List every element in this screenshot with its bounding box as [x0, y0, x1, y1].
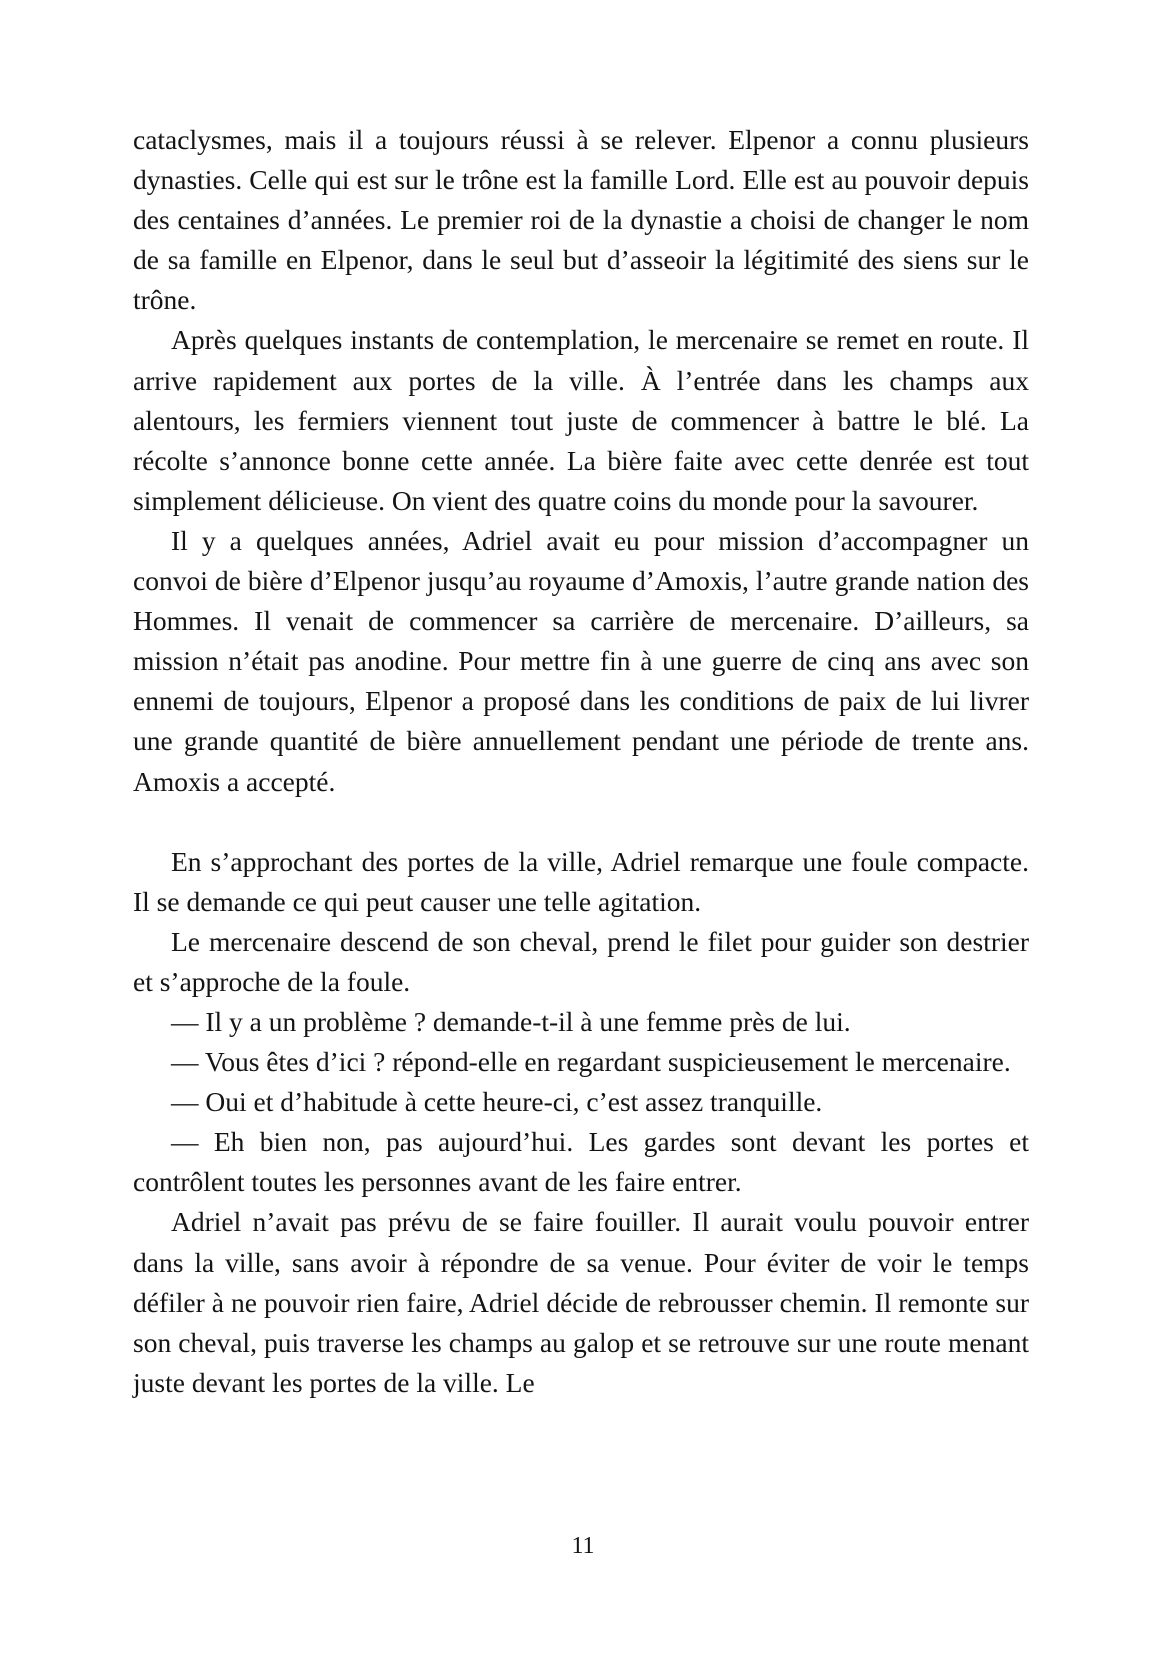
paragraph-section-start: En s’approchant des portes de la ville, Adriel remarque une foule compacte. Il se demande ce qui peut causer une telle agitation. — [133, 845, 1029, 917]
page-number: 11 — [571, 1533, 595, 1559]
dialogue-line: — Eh bien non, pas aujourd’hui. Les gardes sont devant les portes et contrôlent toutes les personnes avant de les faire entrer. — [133, 1126, 1029, 1198]
paragraph: Adriel n’avait pas prévu de se faire fouiller. Il aurait voulu pouvoir entrer dans la ville, sans avoir à répondre de sa venue. Pour éviter de voir le temps défiler à ne pouvoir rien faire, Adriel décide de rebrousser chemin. Il remonte sur son cheval, puis traverse les champs au galop et se retrouve sur une route menant juste devant les portes de la ville. Le — [133, 1206, 1029, 1398]
paragraph: Il y a quelques années, Adriel avait eu pour mission d’accompagner un convoi de bière d’Elpenor jusqu’au royaume d’Amoxis, l’autre grande nation des Hommes. Il venait de commencer sa carrière de mercenaire. D’ailleurs, sa mission n’était pas anodine. Pour mettre fin à une guerre de cinq ans avec son ennemi de toujours, Elpenor a proposé dans les conditions de paix de lui livrer une grande quantité de bière annuellement pendant une période de trente ans. Amoxis a accepté. — [133, 524, 1029, 797]
paragraph: Après quelques instants de contemplation, le mercenaire se remet en route. Il arrive rapidement aux portes de la ville. À l’entrée dans les champs aux alentours, les fermiers viennent tout juste de commencer à battre le blé. La récolte s’annonce bonne cette année. La bière faite avec cette denrée est tout simplement délicieuse. On vient des quatre coins du monde pour la savourer. — [133, 324, 1029, 516]
page-body — [133, 120, 1029, 1403]
dialogue-line: — Vous êtes d’ici ? répond-elle en regardant suspicieusement le mercenaire. — [171, 1046, 1011, 1078]
paragraph-continuation: cataclysmes, mais il a toujours réussi à se relever. Elpenor a connu plusieurs dynasties. Celle qui est sur le trône est la famille Lord. Elle est au pouvoir depuis des centaines d’années. Le premier roi de la dynastie a choisi de changer le nom de sa famille en Elpenor, dans le seul but d’asseoir la légitimité des siens sur le trône. — [133, 124, 1029, 316]
paragraph: Le mercenaire descend de son cheval, prend le filet pour guider son destrier et s’approche de la foule. — [133, 925, 1029, 997]
dialogue-line: — Il y a un problème ? demande-t-il à une femme près de lui. — [171, 1005, 851, 1037]
dialogue-line: — Oui et d’habitude à cette heure-ci, c’est assez tranquille. — [171, 1086, 823, 1118]
